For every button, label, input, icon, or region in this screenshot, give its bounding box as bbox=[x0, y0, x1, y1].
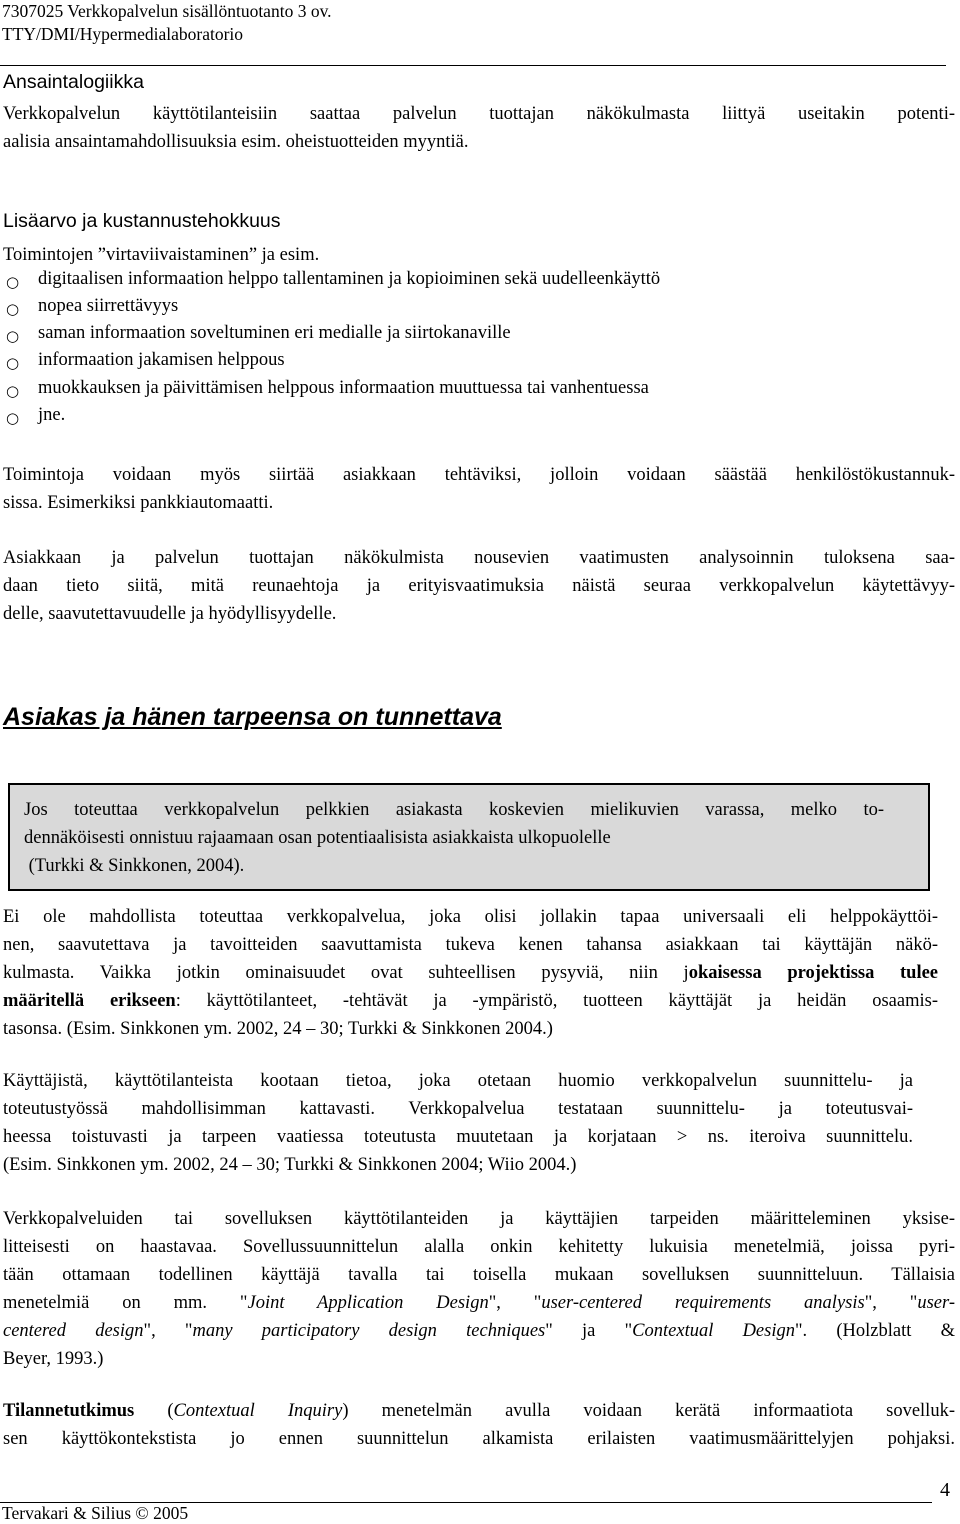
section3-paragraph-4 bbox=[3, 1397, 955, 1453]
list-item bbox=[0, 405, 960, 433]
bullet-list bbox=[0, 269, 960, 439]
bold-text: määritellä erikseen bbox=[3, 991, 176, 1011]
text-line: Käyttäjistä, käyttötilanteista kootaan tietoa, joka otetaan huomio verkkopalvelun suunnittelu- ja bbox=[3, 1071, 913, 1091]
text-line: delle, saavutettavuudelle ja hyödyllisyydelle. bbox=[3, 604, 337, 624]
text-line: Jos toteuttaa verkkopalvelun pelkkien asiakasta koskevien mielikuvien varassa, melko to- bbox=[24, 800, 884, 820]
text-line bbox=[3, 987, 938, 1015]
text-line: aalisia ansaintamahdollisuuksia esim. oheistuotteiden myyntiä. bbox=[3, 132, 469, 152]
italic-text: centered design bbox=[3, 1321, 144, 1341]
quote-text bbox=[24, 796, 884, 880]
section3-paragraph-3 bbox=[3, 1205, 955, 1373]
list-item bbox=[0, 296, 960, 324]
text-line: dennäköisesti onnistuu rajaamaan osan potentiaalisista asiakkaista ulkopuolelle bbox=[24, 828, 611, 848]
list-item-text: informaation jakamisen helppous bbox=[38, 350, 285, 370]
section3-paragraph-2 bbox=[3, 1067, 913, 1179]
text-line: tään ottamaan todellinen käyttäjä tavalla tai toisella mukaan sovelluksen suunnitteluun. Tällaisia bbox=[3, 1265, 955, 1285]
bullet-icon: ○ bbox=[6, 382, 20, 400]
text-line bbox=[3, 1397, 955, 1425]
list-item-text: jne. bbox=[38, 405, 66, 425]
text-span: kulmasta. Vaikka jotkin ominaisuudet ovat suhteellisen pysyviä, niin j bbox=[3, 963, 689, 983]
list-item bbox=[0, 378, 960, 406]
heading-lisaarvo: Lisäarvo ja kustannustehokkuus bbox=[3, 210, 281, 232]
text-line: heessa toistuvasti ja tarpeen vaatiessa toteutusta muutetaan ja korjataan > ns. iteroiva suunnittelu. bbox=[3, 1127, 913, 1147]
footer-author: Tervakari & Silius © 2005 bbox=[2, 1503, 189, 1523]
bullet-icon: ○ bbox=[6, 409, 20, 427]
text-line: Asiakkaan ja palvelun tuottajan näkökulmista nousevien vaatimusten analysoinnin tuloksena saa- bbox=[3, 548, 955, 568]
section2-paragraph-2 bbox=[3, 544, 955, 628]
text-span: ( bbox=[134, 1401, 174, 1421]
heading-ansaintalogiikka: Ansaintalogiikka bbox=[3, 71, 144, 93]
text-line: sissa. Esimerkiksi pankkiautomaatti. bbox=[3, 493, 274, 513]
text-span: menetelmiä on mm. " bbox=[3, 1293, 248, 1313]
text-span: ) menetelmän avulla voidaan kerätä informaatiota sovelluk- bbox=[342, 1401, 955, 1421]
section2-paragraph-1 bbox=[3, 461, 955, 517]
text-line: nen, saavutettava ja tavoitteiden saavuttamista tukeva kenen tahansa asiakkaan tai käyttäjän näkö- bbox=[3, 935, 938, 955]
italic-text: user-centered requirements analysis bbox=[541, 1293, 865, 1313]
page-title: Asiakas ja hänen tarpeensa on tunnettava bbox=[3, 703, 502, 731]
text-line: litteisesti on haastavaa. Sovellussuunnittelun alalla onkin kehitetty lukuisia menetelmiä, joissa pyri- bbox=[3, 1237, 955, 1257]
bullet-icon: ○ bbox=[6, 354, 20, 372]
header-course: 7307025 Verkkopalvelun sisällöntuotanto 3 ov. bbox=[2, 1, 332, 21]
list-item-text: nopea siirrettävyys bbox=[38, 296, 179, 316]
text-line: tasonsa. (Esim. Sinkkonen ym. 2002, 24 – 30; Turkki & Sinkkonen 2004.) bbox=[3, 1019, 553, 1039]
text-line: Ei ole mahdollista toteuttaa verkkopalvelua, joka olisi jollakin tapaa universaali eli helppokäyttöi- bbox=[3, 907, 938, 927]
list-item bbox=[0, 269, 960, 297]
bullet-icon: ○ bbox=[6, 327, 20, 345]
list-item-text: muokkauksen ja päivittämisen helppous informaation muuttuessa tai vanhentuessa bbox=[38, 378, 649, 398]
text-span: " ja " bbox=[545, 1321, 633, 1341]
section1-paragraph bbox=[3, 100, 955, 156]
text-line: (Turkki & Sinkkonen, 2004). bbox=[24, 856, 245, 876]
text-line: daan tieto siitä, mitä reunaehtoja ja erityisvaatimuksia näistä seuraa verkkopalvelun käytettävyy- bbox=[3, 576, 955, 596]
text-span: ", " bbox=[143, 1321, 193, 1341]
text-line: Beyer, 1993.) bbox=[3, 1349, 104, 1369]
italic-text: user- bbox=[917, 1293, 955, 1313]
text-line: Verkkopalvelun käyttötilanteisiin saattaa palvelun tuottajan näkökulmasta liittyä useitakin potenti- bbox=[3, 104, 955, 124]
quote-box bbox=[8, 783, 930, 891]
bold-text: Tilannetutkimus bbox=[3, 1401, 135, 1421]
text-line: Toimintoja voidaan myös siirtää asiakkaan tehtäviksi, jolloin voidaan säästää henkilöstökustannuk- bbox=[3, 465, 955, 485]
text-span: : käyttötilanteet, -tehtävät ja -ympäristö, tuotteen käyttäjät ja heidän osaamis- bbox=[175, 991, 938, 1011]
text-line: Verkkopalveluiden tai sovelluksen käyttötilanteiden ja käyttäjien tarpeiden määritteleminen yksise- bbox=[3, 1209, 955, 1229]
text-line bbox=[3, 1317, 955, 1345]
list-item bbox=[0, 323, 960, 351]
text-line: (Esim. Sinkkonen ym. 2002, 24 – 30; Turkki & Sinkkonen 2004; Wiio 2004.) bbox=[3, 1155, 577, 1175]
list-item-text: digitaalisen informaation helppo tallentaminen ja kopioiminen sekä uudelleenkäyttö bbox=[38, 269, 661, 289]
section2-intro: Toimintojen ”virtaviivaistaminen” ja esim. bbox=[3, 245, 320, 265]
text-line bbox=[3, 959, 938, 987]
section3-paragraph-1 bbox=[3, 903, 938, 1043]
page-number: 4 bbox=[940, 1479, 950, 1501]
list-item bbox=[0, 350, 960, 378]
text-span: ", " bbox=[864, 1293, 918, 1313]
text-line: toteutustyössä mahdollisimman kattavasti. Verkkopalvelua testataan suunnittelu- ja toteutusvai- bbox=[3, 1099, 913, 1119]
italic-text: Contextual Design bbox=[632, 1321, 795, 1341]
italic-text: Joint Application Design bbox=[247, 1293, 489, 1313]
list-item-text: saman informaation soveltuminen eri medialle ja siirtokanaville bbox=[38, 323, 511, 343]
text-span: ". (Holzblatt & bbox=[794, 1321, 955, 1341]
bullet-icon: ○ bbox=[6, 273, 20, 291]
text-line: sen käyttökontekstista jo ennen suunnittelun alkamista erilaisten vaatimusmäärittelyjen pohjaksi. bbox=[3, 1429, 955, 1449]
text-line bbox=[3, 1289, 955, 1317]
bold-text: okaisessa projektissa tulee bbox=[688, 963, 939, 983]
header-department: TTY/DMI/Hypermedialaboratorio bbox=[2, 24, 244, 44]
header-rule bbox=[0, 65, 946, 66]
text-span: ", " bbox=[488, 1293, 542, 1313]
bullet-icon: ○ bbox=[6, 300, 20, 318]
italic-text: Contextual Inquiry bbox=[173, 1401, 343, 1421]
italic-text: many participatory design techniques bbox=[192, 1321, 546, 1341]
